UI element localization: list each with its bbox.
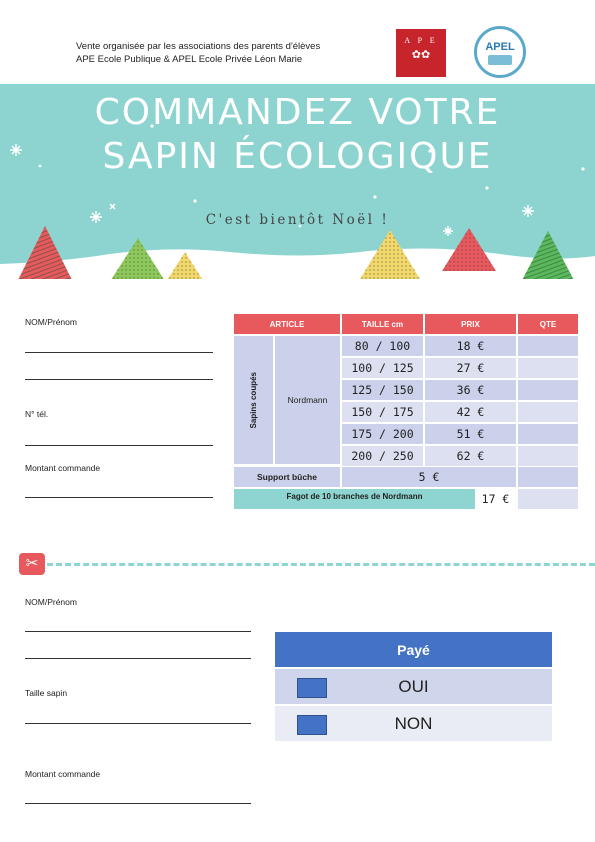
support-qty-cell[interactable]	[518, 467, 578, 487]
ape-logo	[396, 29, 446, 77]
yes-label: OUI	[398, 676, 429, 696]
organizer-text	[76, 40, 320, 66]
variety-cell: Nordmann	[275, 336, 340, 464]
paid-yes-row[interactable]	[275, 669, 552, 704]
size-cell: 100 / 125	[342, 358, 423, 378]
no-checkbox[interactable]	[297, 715, 327, 735]
price-cell: 36 €	[425, 380, 516, 400]
name-line-2[interactable]	[25, 379, 213, 380]
name-line-1[interactable]	[25, 352, 213, 353]
size-line-bottom[interactable]	[25, 723, 251, 724]
size-label-bottom: Taille sapin	[25, 688, 68, 698]
title-banner	[0, 84, 595, 279]
qty-cell[interactable]	[518, 424, 578, 444]
no-label: NON	[394, 713, 433, 733]
size-cell: 175 / 200	[342, 424, 423, 444]
group-label-cell	[234, 336, 273, 464]
price-cell: 51 €	[425, 424, 516, 444]
ape-logo-icon: ✿✿	[411, 49, 431, 61]
ape-logo-text: A P E	[404, 36, 438, 45]
support-label: Support bûche	[234, 467, 340, 487]
paid-header: Payé	[275, 632, 552, 667]
organizer-line-1: Vente organisée par les associations des parents d'élèves	[76, 41, 321, 52]
price-cell: 42 €	[425, 402, 516, 422]
qty-cell[interactable]	[518, 380, 578, 400]
paid-box	[275, 632, 552, 741]
apel-logo-text: APEL	[485, 41, 515, 53]
group-label: Sapins coupés	[249, 371, 258, 429]
phone-line[interactable]	[25, 445, 213, 446]
header-article: ARTICLE	[234, 314, 340, 334]
amount-line-bottom[interactable]	[25, 803, 251, 804]
name-label: NOM/Prénom	[25, 317, 77, 327]
header-price: PRIX	[425, 314, 516, 334]
subtitle: C'est bientôt Noël !	[205, 212, 390, 228]
qty-cell[interactable]	[518, 336, 578, 356]
tree-6	[520, 231, 576, 279]
fagot-qty-cell[interactable]	[518, 489, 578, 509]
size-cell: 80 / 100	[342, 336, 423, 356]
tree-1	[18, 226, 72, 279]
price-cell: 18 €	[425, 336, 516, 356]
qty-cell[interactable]	[518, 402, 578, 422]
support-price: 5 €	[342, 467, 516, 487]
scissors-icon: ✂	[19, 553, 45, 575]
cut-line	[47, 563, 595, 566]
header-size: TAILLE cm	[342, 314, 423, 334]
qty-cell[interactable]	[518, 446, 578, 466]
title-line-1: COMMANDEZ VOTRE	[94, 92, 501, 133]
name-line-bottom-1[interactable]	[25, 631, 251, 632]
yes-checkbox[interactable]	[297, 678, 327, 698]
qty-cell[interactable]	[518, 358, 578, 378]
size-cell: 150 / 175	[342, 402, 423, 422]
apel-logo	[474, 26, 526, 78]
header-qty: QTE	[518, 314, 578, 334]
amount-label-bottom: Montant commande	[25, 769, 101, 779]
phone-label: N° tél.	[25, 409, 49, 419]
size-cell: 200 / 250	[342, 446, 423, 466]
paid-no-row[interactable]	[275, 706, 552, 741]
name-line-bottom-2[interactable]	[25, 658, 251, 659]
fagot-price: 17 €	[475, 489, 516, 509]
title-line-2: SAPIN ÉCOLOGIQUE	[102, 136, 493, 177]
amount-label: Montant commande	[25, 463, 101, 473]
fagot-label: Fagot de 10 branches de Nordmann	[234, 489, 475, 509]
apel-logo-icon	[488, 55, 512, 65]
organizer-line-2: APE Ecole Publique & APEL Ecole Privée Léon Marie	[76, 54, 303, 65]
price-cell: 62 €	[425, 446, 516, 466]
price-cell: 27 €	[425, 358, 516, 378]
name-label-bottom: NOM/Prénom	[25, 597, 77, 607]
amount-line[interactable]	[25, 497, 213, 498]
size-cell: 125 / 150	[342, 380, 423, 400]
